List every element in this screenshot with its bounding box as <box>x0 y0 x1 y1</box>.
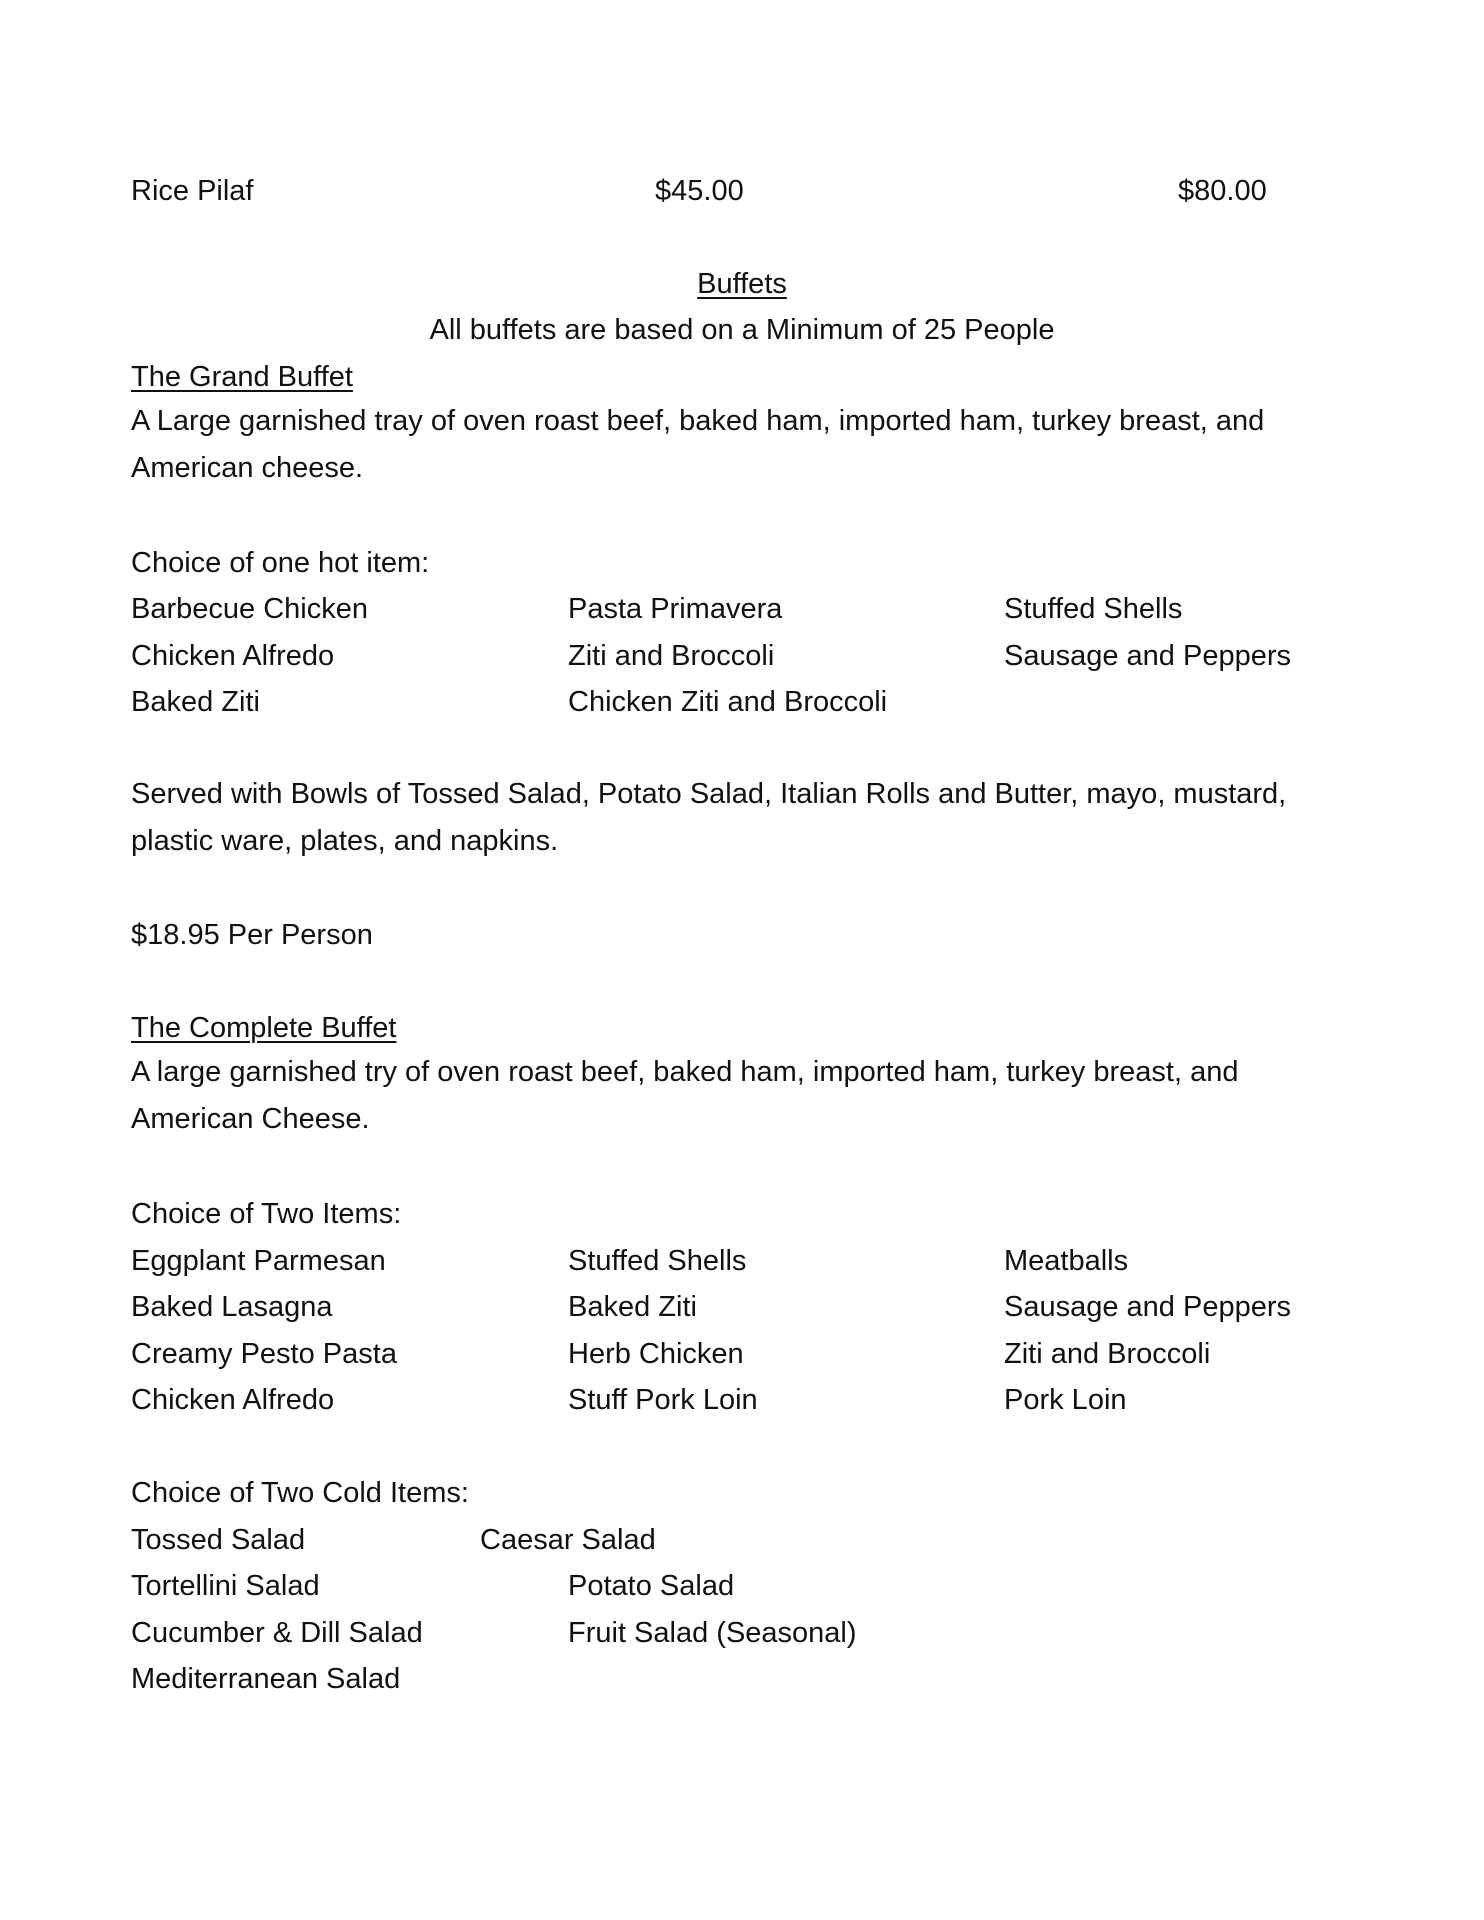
complete-item: Chicken Alfredo <box>131 1384 335 1416</box>
complete-item: Stuffed Shells <box>568 1245 747 1277</box>
grand-item: Sausage and Peppers <box>1004 640 1291 672</box>
grand-buffet-title: The Grand Buffet <box>131 361 353 393</box>
rice-pilaf-price-full: $80.00 <box>1178 175 1267 207</box>
cold-item: Fruit Salad (Seasonal) <box>568 1617 857 1649</box>
grand-choice-label: Choice of one hot item: <box>131 547 430 579</box>
grand-item: Chicken Ziti and Broccoli <box>568 686 888 718</box>
buffets-heading-wrap <box>0 265 1484 303</box>
rice-pilaf-item: Rice Pilaf <box>131 175 254 207</box>
grand-item: Ziti and Broccoli <box>568 640 775 672</box>
complete-item: Baked Ziti <box>568 1291 697 1323</box>
cold-item: Tossed Salad <box>131 1524 306 1556</box>
complete-item: Ziti and Broccoli <box>1004 1338 1211 1370</box>
complete-buffet-description: A large garnished try of oven roast beef, baked ham, imported ham, turkey breast, and American Cheese. <box>131 1056 1239 1135</box>
cold-choice-label: Choice of Two Cold Items: <box>131 1477 469 1509</box>
rice-pilaf-price-half: $45.00 <box>655 175 744 207</box>
cold-item: Potato Salad <box>568 1570 735 1602</box>
complete-item: Meatballs <box>1004 1245 1129 1277</box>
complete-item: Pork Loin <box>1004 1384 1127 1416</box>
grand-price: $18.95 Per Person <box>131 919 373 951</box>
buffets-heading: Buffets <box>697 268 787 300</box>
complete-item: Stuff Pork Loin <box>568 1384 758 1416</box>
cold-item: Cucumber & Dill Salad <box>131 1617 423 1649</box>
complete-item: Herb Chicken <box>568 1338 744 1370</box>
cold-item: Caesar Salad <box>480 1524 656 1556</box>
cold-item: Mediterranean Salad <box>131 1663 401 1695</box>
grand-served-with: Served with Bowls of Tossed Salad, Potato Salad, Italian Rolls and Butter, mayo, mustard, plastic ware, plates, and napkins. <box>131 778 1287 857</box>
grand-buffet-description: A Large garnished tray of oven roast beef, baked ham, imported ham, turkey breast, and American cheese. <box>131 405 1265 484</box>
complete-item: Eggplant Parmesan <box>131 1245 386 1277</box>
grand-item: Baked Ziti <box>131 686 260 718</box>
grand-item: Chicken Alfredo <box>131 640 335 672</box>
buffets-subheading: All buffets are based on a Minimum of 25 People <box>429 314 1055 346</box>
complete-buffet-title: The Complete Buffet <box>131 1012 397 1044</box>
grand-item: Pasta Primavera <box>568 593 783 625</box>
complete-item: Creamy Pesto Pasta <box>131 1338 397 1370</box>
grand-item: Stuffed Shells <box>1004 593 1183 625</box>
grand-item: Barbecue Chicken <box>131 593 368 625</box>
cold-item: Tortellini Salad <box>131 1570 320 1602</box>
complete-choice-label: Choice of Two Items: <box>131 1198 402 1230</box>
complete-item: Sausage and Peppers <box>1004 1291 1291 1323</box>
complete-item: Baked Lasagna <box>131 1291 333 1323</box>
